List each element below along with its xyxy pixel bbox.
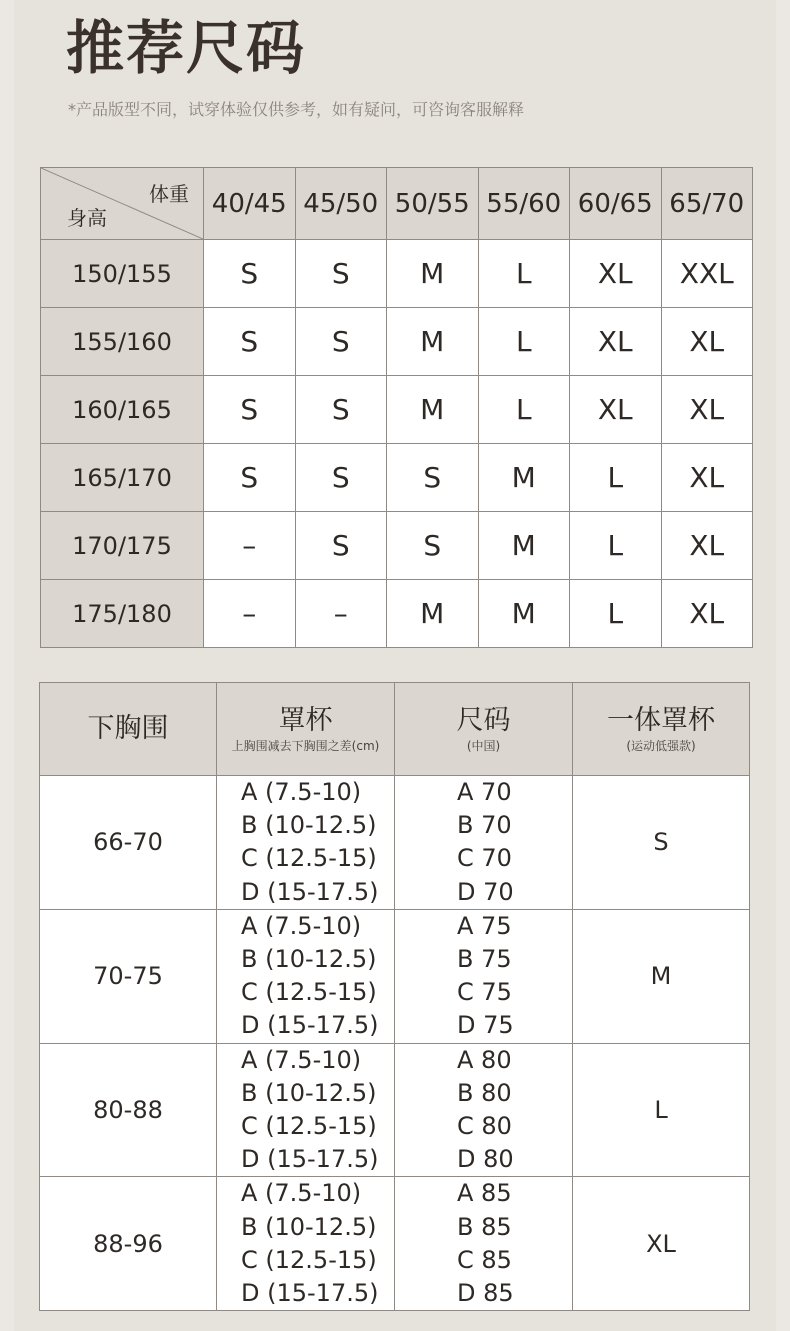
size-cell: M <box>478 444 570 512</box>
height-header: 170/175 <box>41 512 204 580</box>
height-label: 身高 <box>67 206 107 230</box>
bra-row <box>40 1043 750 1177</box>
cn-size: D 85 <box>457 1279 514 1308</box>
cn-size: C 70 <box>457 844 512 873</box>
size-cell: – <box>204 512 296 580</box>
weight-header: 60/65 <box>570 168 662 240</box>
cn-size: A 80 <box>457 1045 512 1074</box>
size-cell: XL <box>570 376 662 444</box>
weight-header: 65/70 <box>661 168 753 240</box>
size-row <box>41 240 753 308</box>
cn-size: B 85 <box>457 1212 512 1241</box>
bra-size-table <box>39 682 750 1311</box>
bra-header-row <box>40 683 750 776</box>
bra-row <box>40 1177 750 1311</box>
cup-cell <box>217 1043 395 1177</box>
weight-header: 55/60 <box>478 168 570 240</box>
cn-size-cell <box>395 776 573 910</box>
underbust-cell: 80-88 <box>40 1043 217 1177</box>
cup-range: C (12.5-15) <box>241 844 377 873</box>
page-title: 推荐尺码 <box>66 14 307 82</box>
cn-size: C 75 <box>457 978 512 1007</box>
height-header: 155/160 <box>41 308 204 376</box>
size-cell: L <box>478 240 570 308</box>
onepiece-header <box>573 683 750 776</box>
cn-size: B 80 <box>457 1078 512 1107</box>
cup-range: A (7.5-10) <box>241 1179 362 1208</box>
size-cell: L <box>478 308 570 376</box>
cup-range: D (15-17.5) <box>241 1279 379 1308</box>
cn-size: C 85 <box>457 1245 512 1274</box>
height-header: 165/170 <box>41 444 204 512</box>
cup-range: D (15-17.5) <box>241 1145 379 1174</box>
header-title: 下胸围 <box>87 713 169 744</box>
header-title: 尺码 <box>456 705 511 736</box>
header-note: (中国) <box>466 739 501 753</box>
size-cell: XL <box>661 308 753 376</box>
size-cell: L <box>570 512 662 580</box>
header-note: (运动低强款) <box>626 739 696 753</box>
cn-size-cell <box>395 1043 573 1177</box>
onepiece-cell: M <box>573 909 750 1043</box>
cup-range: B (10-12.5) <box>241 1078 377 1107</box>
size-row <box>41 444 753 512</box>
underbust-cell: 88-96 <box>40 1177 217 1311</box>
cup-range: A (7.5-10) <box>241 1045 362 1074</box>
cup-header <box>217 683 395 776</box>
size-cell: – <box>295 580 387 648</box>
size-cell: L <box>478 376 570 444</box>
cup-cell <box>217 776 395 910</box>
size-row <box>41 512 753 580</box>
header-note: 上胸围减去下胸围之差(cm) <box>231 739 380 753</box>
cn-size: B 70 <box>457 811 512 840</box>
height-header: 160/165 <box>41 376 204 444</box>
onepiece-cell: L <box>573 1043 750 1177</box>
size-cell: M <box>387 580 479 648</box>
cn-size: C 80 <box>457 1112 512 1141</box>
size-cell: XL <box>570 308 662 376</box>
cn-size: D 70 <box>457 877 514 906</box>
size-cell: S <box>295 308 387 376</box>
size-cell: M <box>387 240 479 308</box>
cn-size-cell <box>395 1177 573 1311</box>
weight-header: 50/55 <box>387 168 479 240</box>
size-cell: S <box>295 376 387 444</box>
size-cell: S <box>295 240 387 308</box>
size-row <box>41 580 753 648</box>
size-cell: XL <box>661 444 753 512</box>
bra-row <box>40 776 750 910</box>
size-cell: XL <box>661 376 753 444</box>
size-cell: M <box>387 308 479 376</box>
cn-size: D 80 <box>457 1145 514 1174</box>
cup-range: C (12.5-15) <box>241 1112 377 1141</box>
cn-size-cell <box>395 909 573 1043</box>
size-cell: L <box>570 444 662 512</box>
onepiece-cell: XL <box>573 1177 750 1311</box>
size-cell: L <box>570 580 662 648</box>
cup-range: A (7.5-10) <box>241 778 362 806</box>
size-cell: XL <box>661 580 753 648</box>
size-cell: S <box>295 444 387 512</box>
bra-row <box>40 909 750 1043</box>
size-cell: S <box>387 512 479 580</box>
size-row <box>41 308 753 376</box>
cup-range: B (10-12.5) <box>241 1212 377 1241</box>
cn-size: A 70 <box>457 778 512 806</box>
height-header: 150/155 <box>41 240 204 308</box>
size-cell: S <box>387 444 479 512</box>
size-recommendation-table <box>40 167 753 648</box>
header-title: 罩杯 <box>278 705 333 736</box>
weight-header: 40/45 <box>204 168 296 240</box>
cup-range: C (12.5-15) <box>241 978 377 1007</box>
cup-range: D (15-17.5) <box>241 877 379 906</box>
onepiece-cell: S <box>573 776 750 910</box>
size-cell: XL <box>570 240 662 308</box>
underbust-cell: 66-70 <box>40 776 217 910</box>
size-cell: S <box>204 444 296 512</box>
weight-header-row <box>41 168 753 240</box>
cup-range: B (10-12.5) <box>241 811 377 840</box>
size-header <box>395 683 573 776</box>
page-subtitle: *产品版型不同，试穿体验仅供参考，如有疑问，可咨询客服解释 <box>68 100 525 119</box>
size-cell: XL <box>661 512 753 580</box>
height-header: 175/180 <box>41 580 204 648</box>
header-title: 一体罩杯 <box>607 705 715 736</box>
underbust-cell: 70-75 <box>40 909 217 1043</box>
weight-label: 体重 <box>149 182 189 206</box>
weight-header: 45/50 <box>295 168 387 240</box>
size-cell: S <box>204 308 296 376</box>
size-row <box>41 376 753 444</box>
size-cell: XXL <box>661 240 753 308</box>
cn-size: D 75 <box>457 1011 514 1040</box>
size-cell: S <box>204 376 296 444</box>
size-cell: S <box>295 512 387 580</box>
cup-range: C (12.5-15) <box>241 1245 377 1274</box>
size-cell: M <box>387 376 479 444</box>
size-cell: S <box>204 240 296 308</box>
size-cell: M <box>478 512 570 580</box>
cn-size: A 75 <box>457 911 512 940</box>
cup-cell <box>217 909 395 1043</box>
cn-size: B 75 <box>457 945 512 974</box>
underbust-header <box>40 683 217 776</box>
size-cell: M <box>478 580 570 648</box>
cn-size: A 85 <box>457 1179 512 1208</box>
cup-range: D (15-17.5) <box>241 1011 379 1040</box>
cup-cell <box>217 1177 395 1311</box>
size-cell: – <box>204 580 296 648</box>
corner-cell <box>41 168 204 240</box>
cup-range: A (7.5-10) <box>241 911 362 940</box>
cup-range: B (10-12.5) <box>241 945 377 974</box>
